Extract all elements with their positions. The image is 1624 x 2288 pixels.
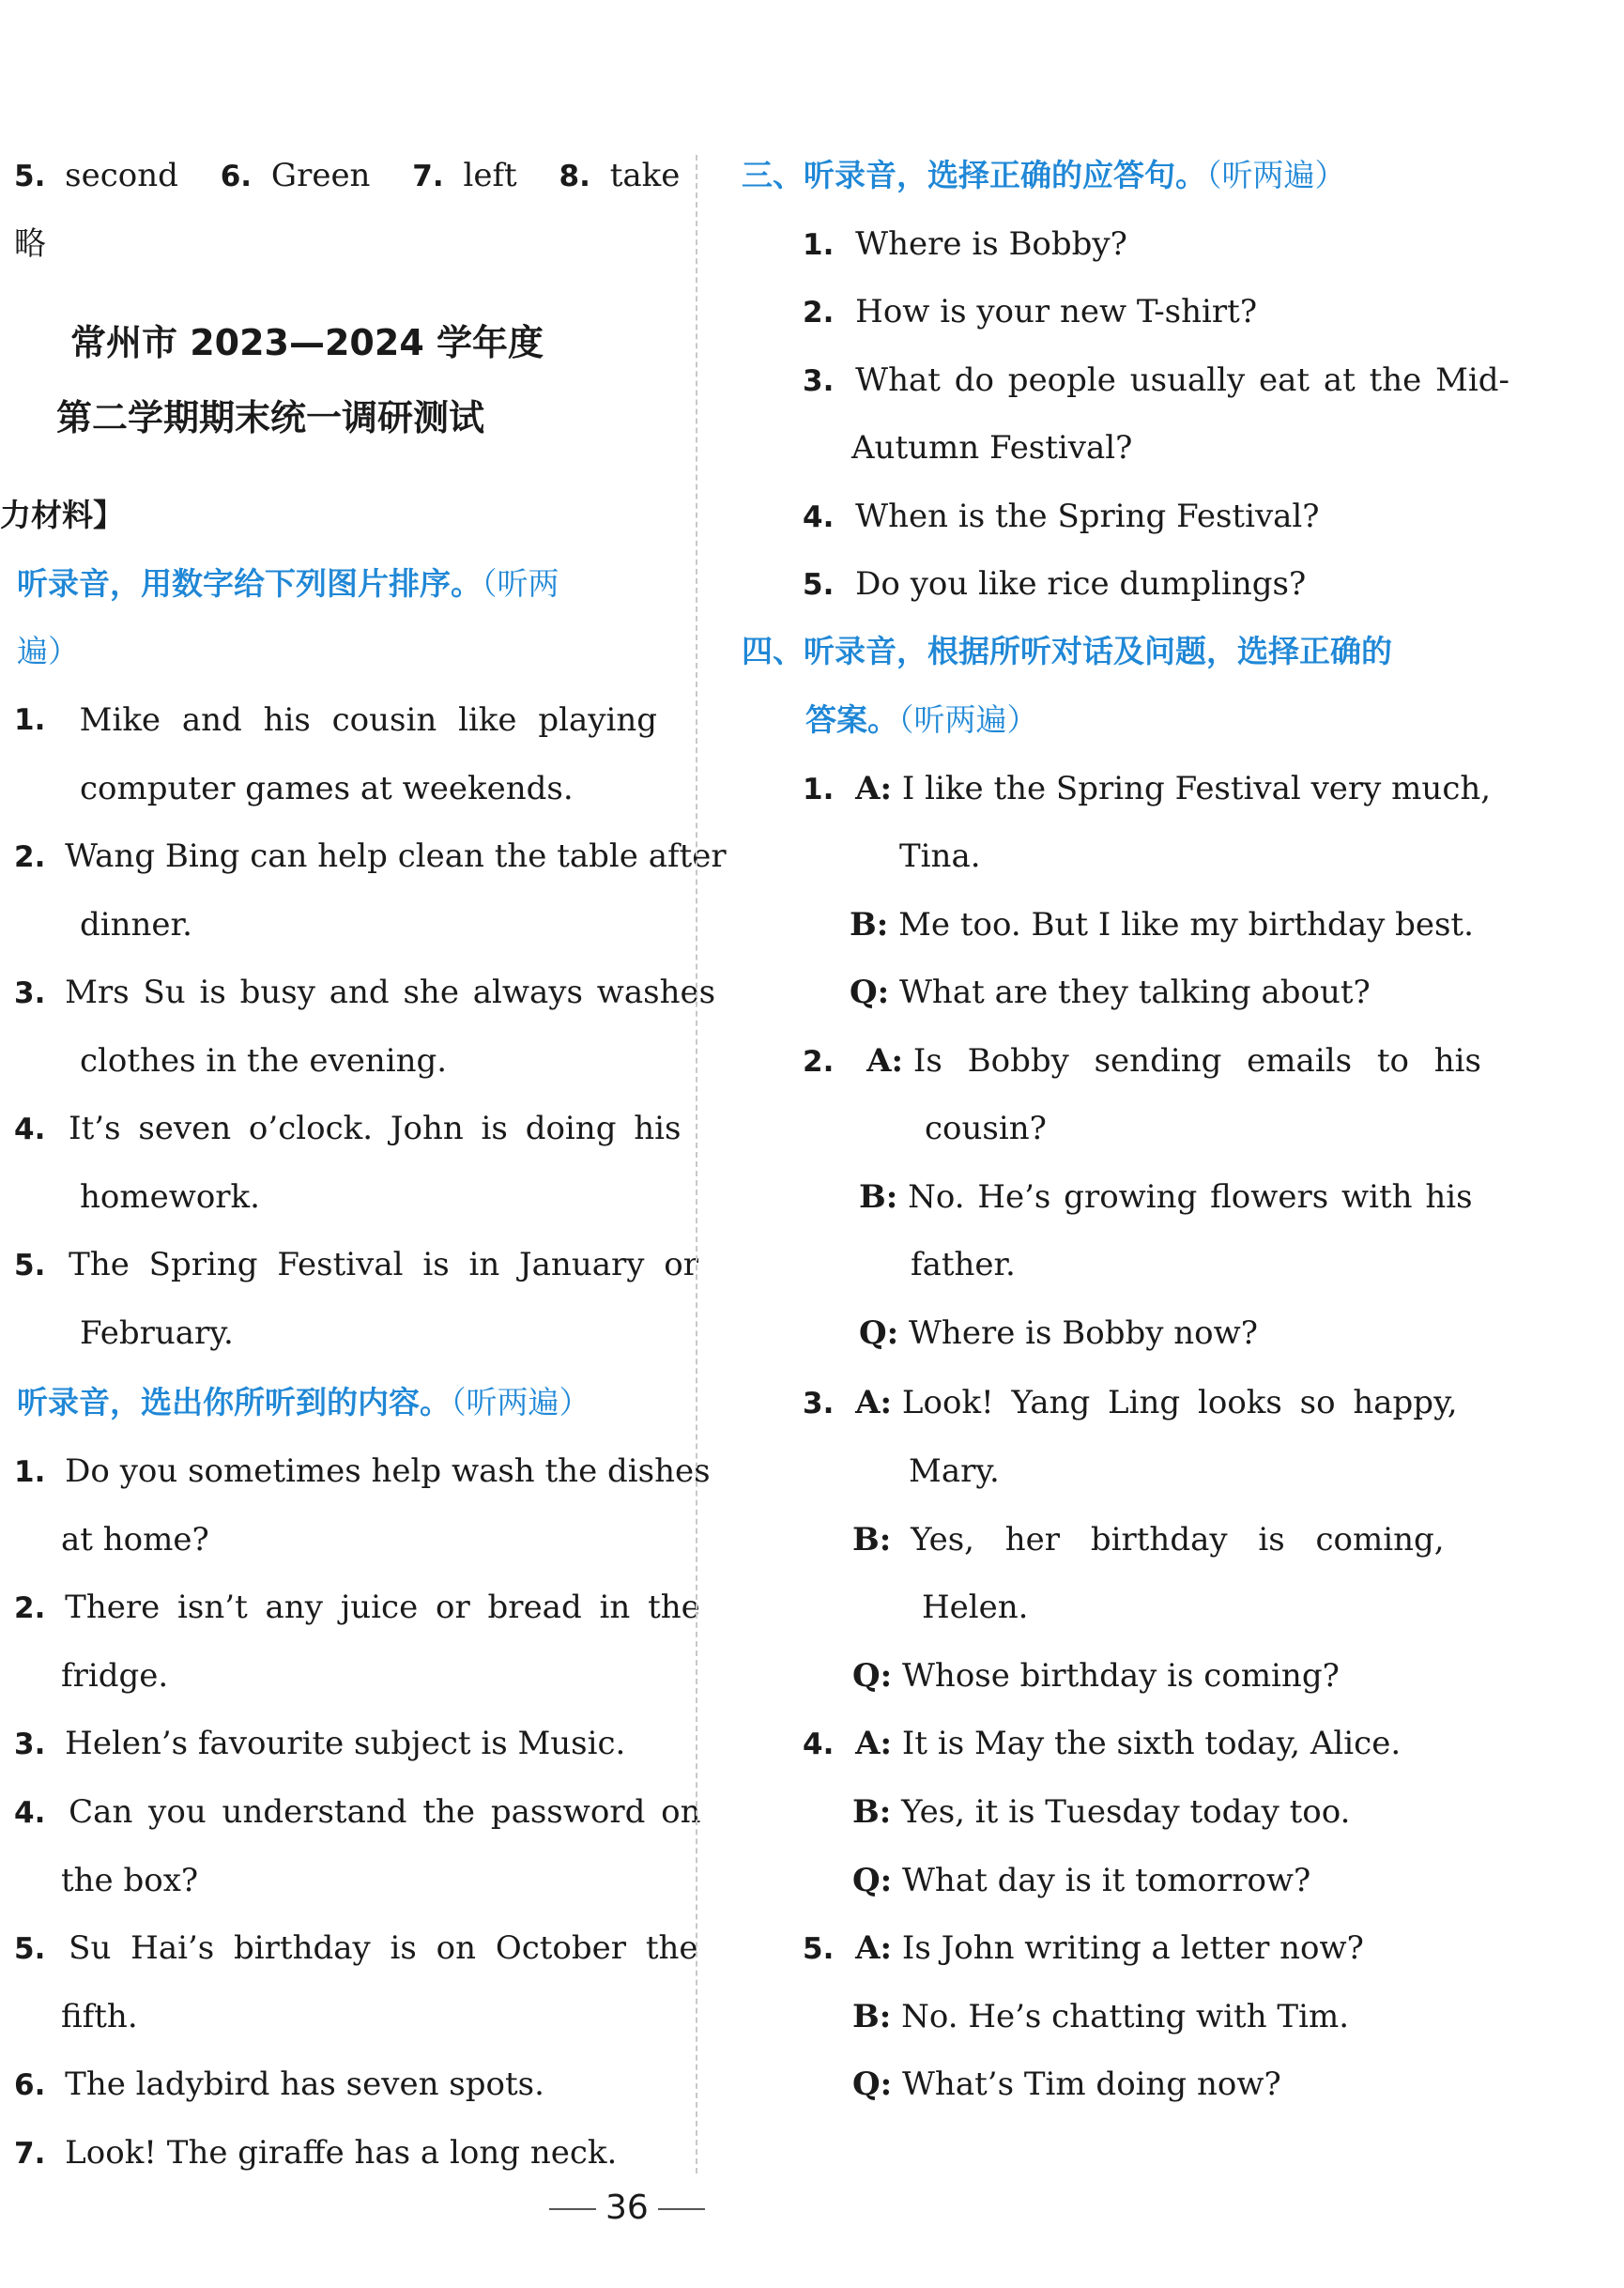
item-text-cont: fifth. xyxy=(61,1998,138,2035)
section4-title-b: 答案。 xyxy=(805,701,898,738)
dialog-text: Look! Yang Ling looks so happy, xyxy=(901,1384,1458,1421)
item-text: Helen’s favourite subject is Music. xyxy=(65,1725,626,1762)
item-text: It’s seven o’clock. John is doing his xyxy=(69,1110,682,1147)
section1-title-cont xyxy=(17,631,79,672)
dialog-text: Is Bobby sending emails to his xyxy=(912,1042,1481,1080)
item-num: 1. xyxy=(803,773,835,806)
dialog-text: I like the Spring Festival very much, xyxy=(901,770,1492,807)
list-item xyxy=(803,563,1306,606)
list-item xyxy=(14,2064,544,2106)
list-item xyxy=(14,1587,700,1629)
item-text: Where is Bobby? xyxy=(855,225,1127,263)
dialog-text-cont: Helen. xyxy=(922,1589,1029,1626)
item-text-cont: February. xyxy=(80,1314,234,1352)
page-number-text: 36 xyxy=(605,2188,649,2227)
item-num: 1. xyxy=(803,228,835,262)
list-item xyxy=(14,699,657,741)
item-num: 5. xyxy=(14,1932,46,1966)
dialog-text: It is May the sixth today, Alice. xyxy=(901,1725,1402,1762)
item-text-cont: at home? xyxy=(61,1521,209,1559)
item-text-cont: Autumn Festival? xyxy=(851,429,1133,467)
answer-text: Green xyxy=(270,157,371,194)
dialog-line-a xyxy=(803,1382,1458,1424)
speaker-b: B: xyxy=(850,906,889,944)
answer-num: 7. xyxy=(412,160,444,193)
list-item xyxy=(803,223,1127,266)
section4-title: 四、听录音，根据所听对话及问题，选择正确的 xyxy=(742,633,1392,669)
item-text-cont: homework. xyxy=(80,1178,260,1216)
section3-title xyxy=(742,155,1346,196)
dialog-text: What’s Tim doing now? xyxy=(901,2065,1281,2103)
item-num: 7. xyxy=(14,2137,46,2171)
dialog-line-a xyxy=(803,1040,1481,1083)
section4-note: （听两遍） xyxy=(898,701,1038,738)
dialog-text: Is John writing a letter now? xyxy=(901,1929,1364,1967)
item-text-cont: computer games at weekends. xyxy=(80,770,574,807)
speaker-a: A: xyxy=(855,1725,893,1762)
dialog-line-q xyxy=(859,1313,1258,1354)
material-label: 力材料】 xyxy=(0,497,124,533)
item-text: How is your new T-shirt? xyxy=(855,293,1258,330)
section1-note-b: 遍） xyxy=(17,633,79,669)
item-text: Su Hai’s birthday is on October the xyxy=(69,1929,698,1967)
item-text: Do you sometimes help wash the dishes xyxy=(65,1452,711,1490)
dialog-text-cont: father. xyxy=(911,1246,1016,1283)
item-text: Can you understand the password on xyxy=(69,1793,701,1831)
item-num: 5. xyxy=(803,1932,835,1966)
exam-title-line1: 常州市 2023—2024 学年度 xyxy=(70,322,544,363)
item-num: 4. xyxy=(14,1796,46,1830)
list-item xyxy=(14,972,715,1014)
dialog-text: Where is Bobby now? xyxy=(908,1314,1258,1352)
list-item xyxy=(14,1791,701,1834)
list-item xyxy=(803,360,1509,402)
dialog-text-cont: Mary. xyxy=(909,1452,1000,1490)
item-text: Wang Bing can help clean the table after xyxy=(65,837,727,875)
item-num: 4. xyxy=(14,1113,46,1146)
speaker-b: B: xyxy=(852,1521,892,1559)
speaker-a: A: xyxy=(866,1042,904,1080)
section4-title-cont xyxy=(805,699,1038,741)
dialog-line-a xyxy=(803,1927,1364,1970)
list-item xyxy=(803,496,1320,538)
item-num: 4. xyxy=(803,1728,835,1761)
dialog-line-q xyxy=(852,1860,1310,1901)
answer-num: 6. xyxy=(220,160,253,193)
item-num: 1. xyxy=(14,1455,46,1489)
item-text: The Spring Festival is in January or xyxy=(69,1246,698,1283)
dialog-line-b xyxy=(859,1176,1473,1218)
section1-title-text: 听录音，用数字给下列图片排序。 xyxy=(17,565,482,602)
list-item xyxy=(14,1451,711,1493)
speaker-b: B: xyxy=(852,1793,892,1831)
dialog-line-q xyxy=(852,2064,1281,2105)
list-item xyxy=(14,2132,617,2174)
dialog-line-b xyxy=(852,1791,1350,1833)
section2-title xyxy=(17,1382,590,1423)
answer-text: take xyxy=(609,157,681,194)
list-item xyxy=(14,1108,682,1150)
column-divider xyxy=(696,155,697,2173)
item-text: Look! The giraffe has a long neck. xyxy=(65,2134,618,2172)
item-num: 6. xyxy=(14,2068,46,2102)
dialog-text: No. He’s growing flowers with his xyxy=(908,1178,1473,1216)
item-num: 4. xyxy=(803,500,835,534)
list-item xyxy=(14,836,727,878)
speaker-b: B: xyxy=(852,1998,892,2035)
speaker-q: Q: xyxy=(852,2065,893,2103)
dialog-text: No. He’s chatting with Tim. xyxy=(901,1998,1350,2035)
item-text: The ladybird has seven spots. xyxy=(65,2065,544,2103)
section3-note: （听两遍） xyxy=(1206,157,1346,193)
dialog-text: Whose birthday is coming? xyxy=(901,1657,1340,1695)
dialog-line-q xyxy=(850,972,1371,1013)
item-text-cont: clothes in the evening. xyxy=(80,1042,448,1080)
page-number xyxy=(540,2188,714,2229)
dialog-text: Yes, her birthday is coming, xyxy=(911,1521,1445,1559)
item-num: 5. xyxy=(803,568,835,602)
section3-title-text: 三、听录音，选择正确的应答句。 xyxy=(742,157,1206,193)
section2-title-text: 听录音，选出你所听到的内容。 xyxy=(17,1384,451,1420)
exam-title-line2: 第二学期期末统一调研测试 xyxy=(56,397,485,438)
speaker-q: Q: xyxy=(859,1314,899,1352)
dialog-text: Yes, it is Tuesday today too. xyxy=(901,1793,1351,1831)
item-num: 2. xyxy=(803,296,835,330)
item-num: 2. xyxy=(14,840,46,874)
dialog-line-b xyxy=(850,904,1474,945)
speaker-q: Q: xyxy=(852,1862,893,1899)
answer-text: left xyxy=(463,157,517,194)
item-text: There isn’t any juice or bread in the xyxy=(65,1589,700,1626)
item-num: 1. xyxy=(14,703,46,737)
list-item xyxy=(14,1723,625,1765)
section2-note: （听两遍） xyxy=(451,1384,590,1420)
speaker-b: B: xyxy=(859,1178,898,1216)
dialog-text-cont: Tina. xyxy=(899,837,981,875)
answer-num: 8. xyxy=(559,160,590,193)
item-text: When is the Spring Festival? xyxy=(855,498,1320,535)
item-text: Mike and his cousin like playing xyxy=(79,701,657,739)
page-dash-right xyxy=(658,2208,705,2210)
dialog-text: What are they talking about? xyxy=(898,974,1371,1011)
answer-text: second xyxy=(65,157,178,194)
item-num: 5. xyxy=(14,1249,46,1282)
dialog-line-b xyxy=(852,1996,1349,2037)
item-text-cont: the box? xyxy=(61,1862,199,1899)
item-num: 3. xyxy=(14,976,46,1010)
dialog-text-cont: cousin? xyxy=(925,1110,1047,1147)
dialog-line-a xyxy=(803,768,1491,810)
item-num: 3. xyxy=(14,1728,46,1761)
speaker-a: A: xyxy=(855,770,893,807)
list-item xyxy=(14,1927,698,1970)
dialog-text: Me too. But I like my birthday best. xyxy=(898,906,1474,944)
page-dash-left xyxy=(549,2208,596,2210)
item-text-cont: dinner. xyxy=(80,906,192,944)
section1-note-a: （听两 xyxy=(482,565,559,602)
speaker-q: Q: xyxy=(850,974,890,1011)
item-text-cont: fridge. xyxy=(61,1657,169,1695)
item-num: 3. xyxy=(803,1387,835,1420)
speaker-a: A: xyxy=(855,1384,893,1421)
section1-title xyxy=(17,563,559,605)
item-num: 2. xyxy=(803,1045,835,1079)
answer-num: 5. xyxy=(14,160,46,193)
dialog-line-b xyxy=(852,1519,1445,1560)
item-text: What do people usually eat at the Mid- xyxy=(855,361,1510,399)
dialog-line-a xyxy=(803,1723,1401,1765)
item-num: 2. xyxy=(14,1591,46,1625)
list-item xyxy=(803,291,1257,333)
list-item xyxy=(14,1244,698,1286)
omitted-mark: 略 xyxy=(14,225,46,263)
dialog-line-q xyxy=(852,1655,1340,1697)
dialog-text: What day is it tomorrow? xyxy=(901,1862,1311,1899)
item-text: Do you like rice dumplings? xyxy=(855,565,1307,603)
speaker-q: Q: xyxy=(852,1657,893,1695)
item-text: Mrs Su is busy and she always washes xyxy=(65,974,716,1011)
speaker-a: A: xyxy=(855,1929,893,1967)
answers-row xyxy=(14,155,680,197)
item-num: 3. xyxy=(803,364,835,398)
